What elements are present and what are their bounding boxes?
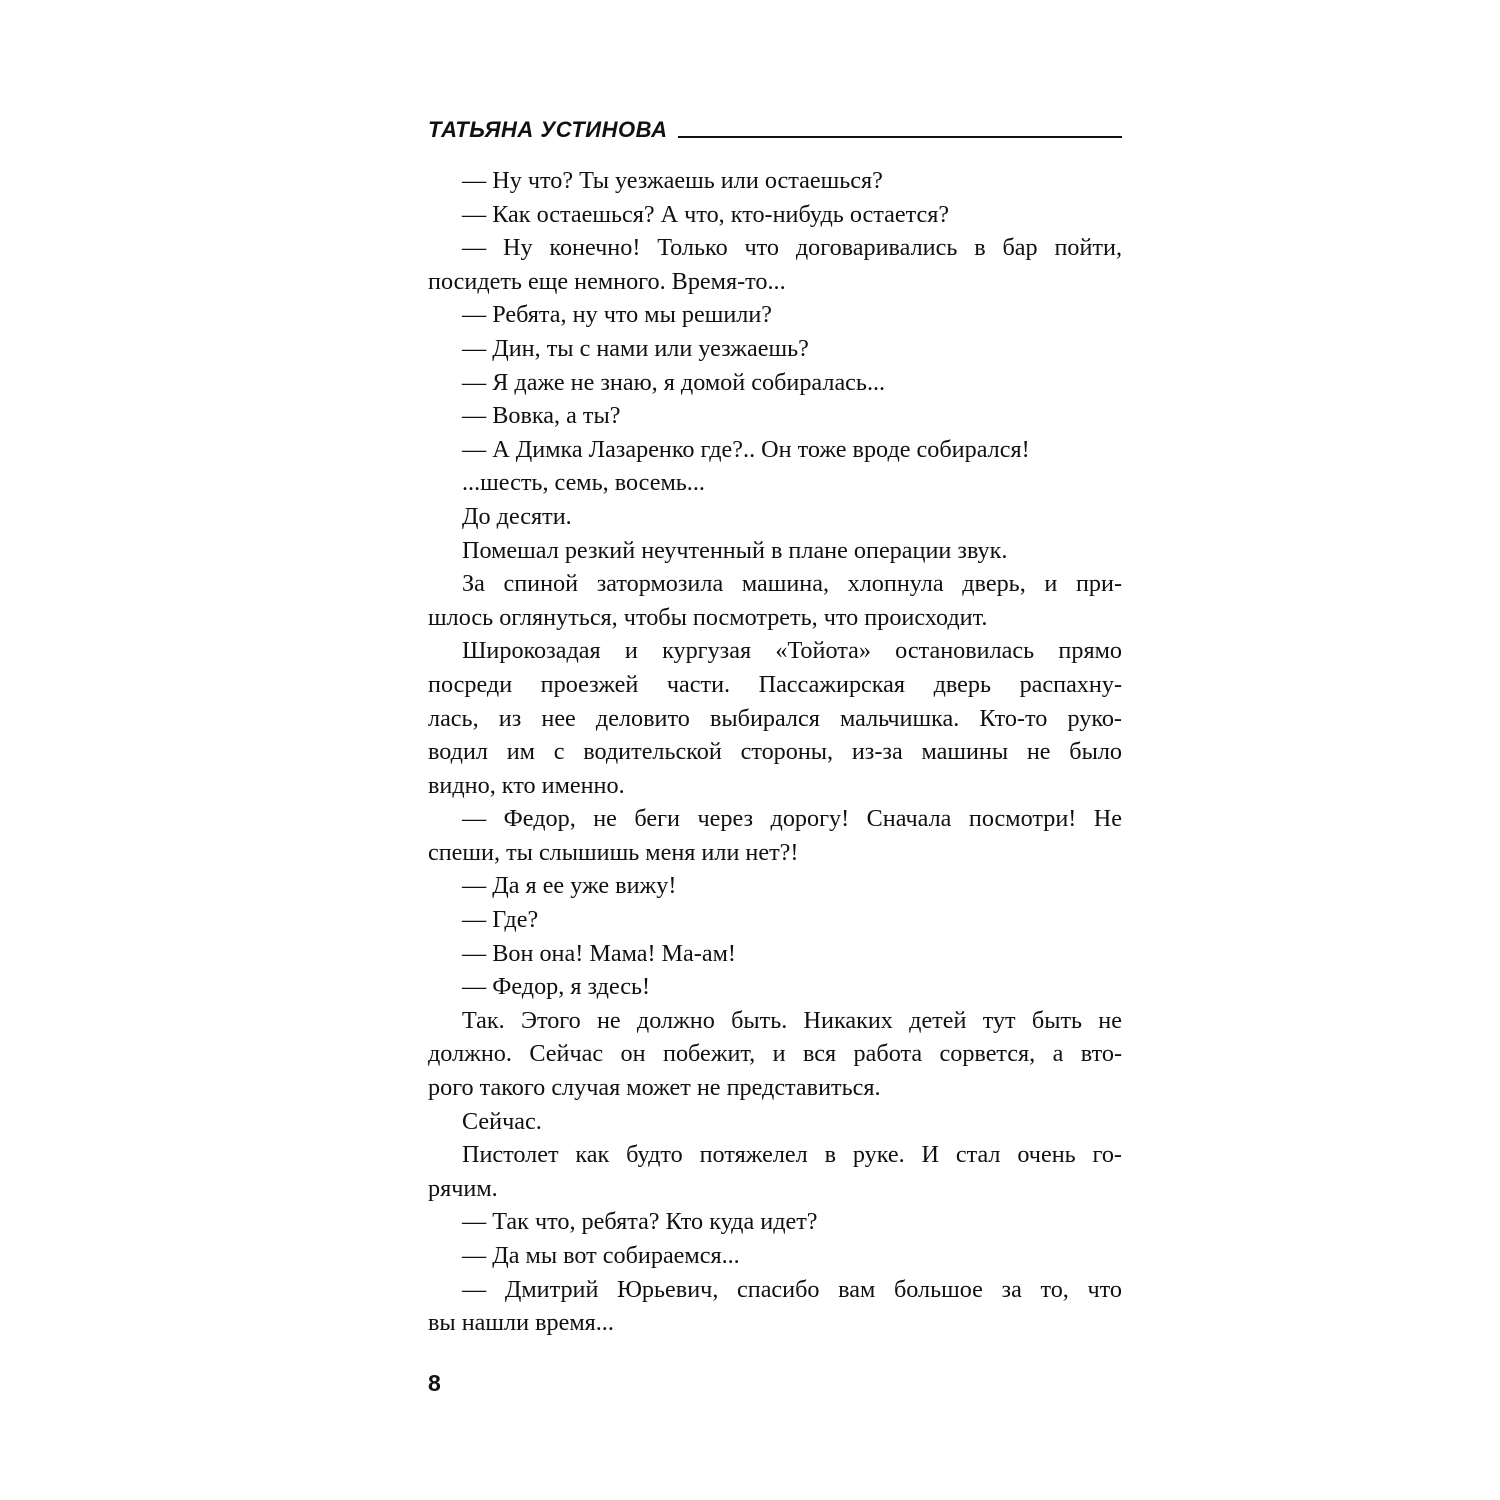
paragraph — [428, 164, 1122, 198]
paragraph — [428, 1239, 1122, 1273]
text-line: Пистолет как будто потяжелел в руке. И стал очень го- — [462, 1141, 1122, 1169]
text-line: рого такого случая может не представиться. — [428, 1074, 881, 1102]
body-text — [428, 164, 1122, 1340]
header-rule — [678, 136, 1122, 138]
text-line: лась, из нее деловито выбирался мальчишка. Кто-то руко- — [428, 704, 1122, 732]
text-line: — Дмитрий Юрьевич, спасибо вам большое за то, что — [462, 1275, 1122, 1303]
text-line: посреди проезжей части. Пассажирская дверь распахну- — [428, 670, 1122, 698]
text-line: — Да я ее уже вижу! — [462, 872, 677, 900]
text-line: — Вон она! Мама! Ма-ам! — [462, 939, 736, 967]
paragraph — [428, 970, 1122, 1004]
text-line: видно, кто именно. — [428, 771, 625, 799]
text-line: — Да мы вот собираемся... — [462, 1242, 740, 1269]
text-line: — Ну что? Ты уезжаешь или остаешься? — [462, 167, 883, 194]
paragraph — [428, 231, 1122, 298]
paragraph — [428, 366, 1122, 400]
text-line: — Ну конечно! Только что договаривались в бар пойти, — [462, 234, 1122, 262]
book-page — [428, 112, 1122, 1340]
paragraph — [428, 567, 1122, 634]
text-line: вы нашли время... — [428, 1309, 614, 1337]
text-line: ...шесть, семь, восемь... — [462, 469, 705, 497]
paragraph — [428, 903, 1122, 937]
paragraph — [428, 1205, 1122, 1239]
text-line: Так. Этого не должно быть. Никаких детей тут быть не — [462, 1006, 1122, 1034]
paragraph — [428, 802, 1122, 869]
text-line: — Как остаешься? А что, кто-нибудь остается? — [462, 200, 950, 228]
text-line: Широкозадая и кургузая «Тойота» остановилась прямо — [462, 637, 1122, 665]
page-number: 8 — [428, 1370, 441, 1396]
text-line: спеши, ты слышишь меня или нет?! — [428, 838, 799, 866]
paragraph — [428, 1004, 1122, 1105]
paragraph — [428, 466, 1122, 500]
paragraph — [428, 1105, 1122, 1139]
paragraph — [428, 869, 1122, 903]
paragraph — [428, 198, 1122, 232]
text-line: — Я даже не знаю, я домой собиралась... — [462, 368, 886, 396]
text-line: — Ребята, ну что мы решили? — [462, 301, 773, 329]
running-header — [428, 112, 1122, 142]
text-line: шлось оглянуться, чтобы посмотреть, что происходит. — [428, 603, 988, 631]
text-line: — Федор, я здесь! — [462, 973, 651, 1001]
text-line: — Где? — [462, 906, 539, 934]
text-line: — Дин, ты с нами или уезжаешь? — [462, 334, 809, 362]
paragraph — [428, 634, 1122, 802]
text-line: посидеть еще немного. Время-то... — [428, 267, 786, 295]
paragraph — [428, 500, 1122, 534]
paragraph — [428, 332, 1122, 366]
text-line: До десяти. — [462, 502, 572, 530]
text-line: За спиной затормозила машина, хлопнула дверь, и при- — [462, 570, 1122, 598]
paragraph — [428, 298, 1122, 332]
paragraph — [428, 1273, 1122, 1340]
text-line: Сейчас. — [462, 1107, 542, 1135]
paragraph — [428, 399, 1122, 433]
paragraph — [428, 937, 1122, 971]
text-line: — Вовка, а ты? — [462, 402, 621, 430]
text-line: Помешал резкий неучтенный в плане операции звук. — [462, 536, 1008, 564]
text-line: — А Димка Лазаренко где?.. Он тоже вроде собирался! — [462, 435, 1030, 463]
text-line: водил им с водительской стороны, из-за машины не было — [428, 738, 1122, 766]
paragraph — [428, 433, 1122, 467]
paragraph — [428, 1138, 1122, 1205]
text-line: — Так что, ребята? Кто куда идет? — [462, 1208, 818, 1236]
author-name: ТАТЬЯНА УСТИНОВА — [428, 117, 668, 142]
text-line: рячим. — [428, 1174, 498, 1202]
text-line: должно. Сейчас он побежит, и вся работа сорвется, а вто- — [428, 1040, 1122, 1068]
paragraph — [428, 534, 1122, 568]
text-line: — Федор, не беги через дорогу! Сначала посмотри! Не — [462, 805, 1122, 833]
